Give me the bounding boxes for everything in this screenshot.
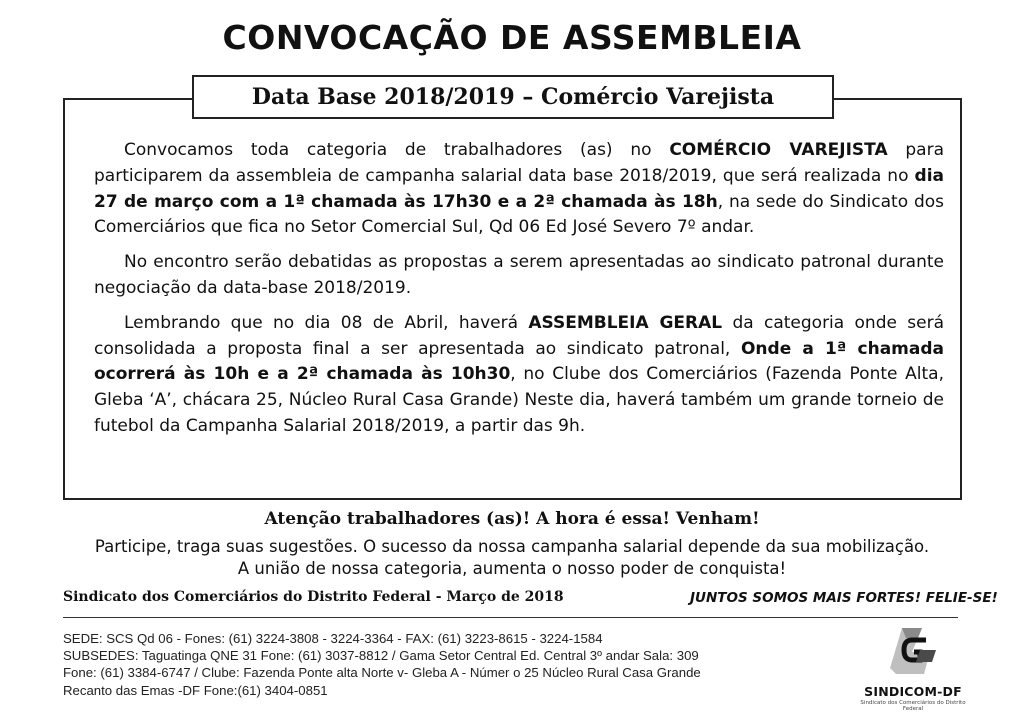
sindicom-logo-icon bbox=[882, 620, 944, 682]
subtitle: Data Base 2018/2019 – Comércio Varejista bbox=[192, 75, 834, 119]
footer-line-2: SUBSEDES: Taguatinga QNE 31 Fone: (61) 3037-8812 / Gama Setor Central Ed. Central 3º andar Sala: 309 bbox=[63, 648, 699, 664]
paragraph-3-bold-a: ASSEMBLEIA GERAL bbox=[528, 312, 723, 333]
slogan: JUNTOS SOMOS MAIS FORTES! FELIE-SE! bbox=[690, 590, 998, 606]
body-text bbox=[94, 138, 944, 449]
paragraph-1-text-c: , na sede do Sindicato dos Comerciários que fica no Setor Comercial Sul, Qd 06 Ed José Severo 7º andar. bbox=[94, 191, 944, 238]
footer-line-1: SEDE: SCS Qd 06 - Fones: (61) 3224-3808 - 3224-3364 - FAX: (61) 3223-8615 - 3224-1584 bbox=[63, 631, 603, 646]
paragraph-3-text-a: Lembrando que no dia 08 de Abril, haverá bbox=[124, 312, 529, 333]
paragraph-1-text-b: para participarem da assembleia de campanha salarial data base 2018/2019, que será realizada no bbox=[94, 140, 945, 186]
paragraph-2: No encontro serão debatidas as propostas a serem apresentadas ao sindicato patronal durante negociação da data-base 2018/2019. bbox=[94, 252, 944, 298]
page-title: CONVOCAÇÃO DE ASSEMBLEIA bbox=[222, 18, 802, 57]
footer-line-3: Fone: (61) 3384-6747 / Clube: Fazenda Ponte alta Norte v- Gleba A - Númer o 25 Núcleo Rural Casa Grande bbox=[63, 665, 701, 681]
paragraph-1-bold-a: COMÉRCIO VAREJISTA bbox=[669, 140, 888, 160]
paragraph-3-text-c: , no Clube dos Comerciários (Fazenda Ponte Alta, Gleba ‘A’, chácara 25, Núcleo Rural Casa Grande) Neste dia, haverá também um grande torneio de futebol da Campanha Salarial 2018/2019, a partir das 9h. bbox=[94, 364, 944, 436]
logo-name: SINDICOM-DF bbox=[864, 684, 962, 699]
paragraph-1-bold-b: dia 27 de março com a 1ª chamada às 17h30 e a 2ª chamada às 18h bbox=[94, 165, 944, 212]
footer-contacts bbox=[63, 630, 803, 699]
sindicom-logo bbox=[858, 620, 968, 720]
signature: Sindicato dos Comerciários do Distrito Federal - Março de 2018 bbox=[63, 589, 564, 605]
paragraph-1-text-a: Convocamos toda categoria de trabalhadores (as) no bbox=[124, 140, 670, 160]
attention-line: Atenção trabalhadores (as)! A hora é essa! Venham! bbox=[264, 509, 760, 529]
paragraph-1 bbox=[94, 138, 944, 241]
paragraph-3-bold-b: Onde a 1ª chamada ocorrerá às 10h e a 2ª chamada às 10h30 bbox=[94, 338, 944, 385]
divider bbox=[63, 617, 958, 618]
paragraph-3 bbox=[94, 311, 944, 440]
footer-line-4: Recanto das Emas -DF Fone:(61) 3404-0851 bbox=[63, 682, 328, 698]
paragraph-3-text-b: da categoria onde será consolidada a proposta final a ser apresentada ao sindicato patronal, bbox=[94, 312, 944, 359]
participation-line: Participe, traga suas sugestões. O sucesso da nossa campanha salarial depende da sua mobilização. bbox=[94, 537, 930, 556]
union-line: A união de nossa categoria, aumenta o nosso poder de conquista! bbox=[237, 559, 787, 578]
logo-tagline: Sindicato dos Comerciários do Distrito Federal bbox=[860, 700, 966, 712]
